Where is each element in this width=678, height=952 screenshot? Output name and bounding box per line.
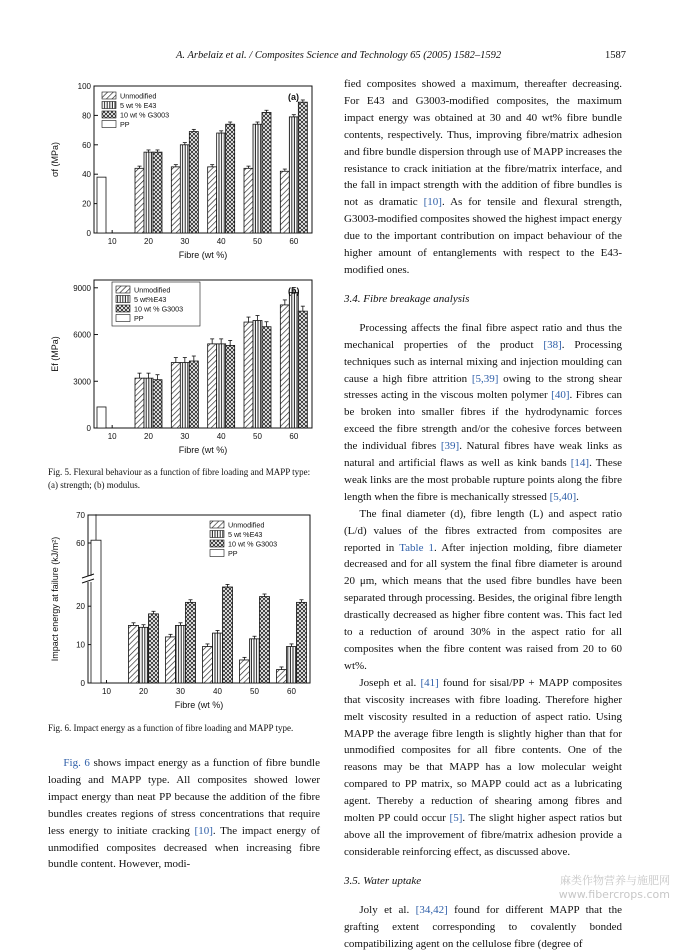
y-tick-label: 0	[86, 424, 91, 433]
citation-link[interactable]: [5,40]	[549, 490, 577, 503]
x-tick-label: 40	[213, 687, 222, 696]
legend-entry: Unmodified	[228, 520, 265, 530]
legend-swatch	[102, 111, 116, 118]
x-tick-label: 50	[250, 687, 259, 696]
bar	[208, 167, 217, 233]
bar	[298, 311, 307, 428]
legend-swatch	[116, 305, 130, 312]
bar	[260, 597, 270, 683]
bar	[223, 587, 233, 683]
figure-link[interactable]: Fig. 6	[63, 757, 90, 769]
paragraph: Processing affects the final fibre aspect ratio and thus the mechanical properties of the product [38]. Processing techniques such as internal mixing and injection moulding can cause a high fibre attrition [5,39] owing to the strong shear stresses acting in the viscous molten polymer [40]. Fibres can be broken into smaller fibres if the hydrodynamic forces exceed the fibre strength and/or the cohesive forces between the individual fibres [39]. Natural fibres have weak links as natural and artificial flaws as well as kink bands [14]. These weak links are the most probable rupture points along the fibre length when the fibre is mechanically stressed [5,40].	[344, 321, 623, 503]
table-link[interactable]: Table 1	[399, 541, 435, 554]
bar	[153, 152, 162, 233]
bar	[298, 102, 307, 233]
citation-link[interactable]: [14]	[570, 457, 590, 470]
y-tick-label: 70	[76, 511, 85, 520]
y-tick-label: 6000	[73, 330, 91, 340]
y-tick-label: 20	[76, 602, 85, 612]
bar	[217, 344, 226, 428]
x-tick-label: 20	[144, 237, 153, 246]
legend-swatch	[116, 296, 130, 303]
legend-entry: 10 wt % G3003	[228, 539, 278, 549]
bar	[253, 321, 262, 428]
chart-fig5b	[44, 272, 324, 464]
paragraph: The final diameter (d), fibre length (L) and aspect ratio (L/d) values of the fibres extracted from composites are reported in Table 1. After injection molding, fibre diameter decreased and for all system the final fibre diameter is around 20 μm, which means that the used fibre bundles have been separated through processing. Besides, the original fibre length drastically decreased as higher fibre content was. This fact led to a reduction of around 30% in the aspect ratio for all composites when the fibre content was raised from 20 to 60 wt%.	[344, 507, 622, 672]
legend-swatch	[102, 92, 116, 99]
y-tick-label: 40	[82, 170, 91, 180]
caption-fig5: Fig. 5. Flexural behaviour as a function of fibre loading and MAPP type: (a) strength; (b) modulus.	[48, 467, 311, 490]
panel-label: (a)	[288, 92, 299, 102]
bar	[153, 380, 162, 428]
bar	[297, 602, 307, 683]
paragraph: Joly et al. [34,42] found for different MAPP that the grafting extent corresponding to covalently bonded compatibilizing agent on the cellulose fibre (degree of	[344, 903, 622, 950]
section-heading: 3.5. Water uptake	[344, 874, 422, 887]
legend-swatch	[116, 286, 130, 293]
x-tick-label: 20	[139, 687, 148, 696]
citation-link[interactable]: [10]	[423, 196, 442, 209]
watermark-line: 麻类作物营养与施肥网	[560, 874, 670, 887]
bar	[253, 124, 262, 233]
x-tick-label: 30	[180, 237, 190, 246]
x-axis-label: Fibre (wt %)	[178, 250, 228, 260]
citation-link[interactable]: [34,42]	[415, 903, 448, 916]
plot-area	[50, 82, 312, 260]
bar	[277, 670, 287, 683]
y-tick-label: 60	[76, 539, 85, 548]
legend-entry: PP	[228, 549, 238, 558]
plot-area	[50, 280, 312, 455]
bar	[139, 627, 149, 683]
paragraph: Joseph et al. [41] found for sisal/PP + MAPP composites that viscosity increases with fibre loading. Therefore higher melt viscosity resulted in a reduction of aspect ratio. Using MAPP the average fibre length is slightly higher than that for unmodified composites for all fibre contents. One of the reasons may be that MAPP has a low molecular weight compared to PP matrix, so MAPP could act as a lubricating agent. Thereby a reduction of shearing among fibres and molten PP could occur [5]. The slight higher aspect ratios but above all the improvement of fibre/matrix adhesion provide a considerable reinforcing effect, as discussed above.	[344, 676, 622, 858]
y-tick-label: 10	[76, 640, 85, 650]
plot-area	[50, 511, 310, 710]
x-tick-label: 50	[253, 237, 262, 246]
bar	[213, 633, 223, 683]
y-tick-label: 100	[77, 82, 91, 91]
legend-swatch	[102, 121, 116, 128]
citation-link[interactable]: [40]	[551, 389, 570, 402]
legend-entry: 5 wt%E43	[134, 295, 167, 304]
y-tick-label: 60	[82, 140, 91, 150]
bar	[166, 637, 176, 683]
y-tick-label: 20	[82, 199, 91, 209]
y-axis-label: σf (MPa)	[50, 141, 60, 178]
bar	[186, 602, 196, 683]
bar	[180, 363, 189, 428]
bar	[189, 361, 198, 428]
caption-fig6: Fig. 6. Impact energy as a function of fibre loading and MAPP type.	[48, 723, 294, 733]
legend	[210, 521, 277, 559]
y-axis-label: Impact energy at failure (kJ/m²)	[50, 536, 60, 662]
chart-fig5a	[44, 76, 324, 264]
y-tick-label: 3000	[73, 377, 91, 387]
y-tick-label: 80	[82, 111, 91, 121]
legend-entry: 5 wt %E43	[228, 530, 263, 539]
page-number: 1587	[605, 50, 626, 61]
legend-entry: PP	[134, 314, 144, 323]
watermark	[559, 874, 670, 902]
bar-pp	[97, 407, 106, 428]
bar	[135, 168, 144, 233]
x-axis-label: Fibre (wt %)	[178, 445, 228, 455]
legend-swatch	[210, 550, 224, 557]
legend-entry: 10 wt % G3003	[120, 110, 170, 120]
y-tick-label: 0	[86, 229, 91, 238]
legend-entry: Unmodified	[134, 285, 171, 295]
legend-swatch	[102, 102, 116, 109]
bar	[176, 625, 186, 683]
bar-pp	[97, 177, 106, 233]
citation-link[interactable]: [39]	[440, 440, 460, 453]
x-tick-label: 10	[107, 237, 117, 246]
bar	[149, 614, 159, 683]
bar	[244, 322, 253, 428]
legend-entry: 5 wt % E43	[120, 101, 157, 110]
left-column-text	[48, 755, 320, 873]
citation-link[interactable]: [41]	[420, 676, 439, 689]
x-tick-label: 40	[216, 237, 226, 246]
y-tick-label: 0	[80, 679, 85, 688]
bar	[171, 167, 180, 233]
x-tick-label: 30	[176, 687, 185, 696]
y-tick-label: 9000	[73, 283, 91, 293]
x-axis-label: Fibre (wt %)	[174, 700, 224, 710]
section-heading: 3.4. Fibre breakage analysis	[344, 292, 470, 305]
x-tick-label: 60	[289, 237, 299, 246]
bar	[226, 124, 235, 233]
bar	[217, 133, 226, 233]
bar	[129, 625, 139, 683]
bar	[189, 132, 198, 233]
running-head: A. Arbelaiz et al. / Composites Science and Technology 65 (2005) 1582–1592	[176, 50, 502, 61]
paragraph: fied composites showed a maximum, thereafter decreasing. For E43 and G3003-modified composites, the maximum impact energy was obtained at 30 and 40 wt% fibre bundle contents, respectively. Thus, improving fibre/matrix adhesion and fibre bundle dispersion through use of MAPP increases the resistance to crack initiation at the fibre/matrix interface, and the fall in impact strength with the addition of fibre bundles is not as dramatic [10]. As for tensile and flexural strength, G3003-modified composites showed the highest impact energy due to the important contribution on impact behaviour of the higher amount of entanglements with respect to the E43-modified ones.	[344, 78, 622, 276]
bar	[287, 647, 297, 683]
legend-swatch	[116, 315, 130, 322]
citation-link[interactable]: [5]	[449, 812, 463, 825]
x-tick-label: 60	[287, 687, 296, 696]
x-tick-label: 60	[289, 432, 299, 441]
bar-pp	[91, 540, 101, 683]
bar	[208, 344, 217, 428]
bar	[180, 145, 189, 233]
legend	[112, 282, 200, 326]
citation-link[interactable]: [5,39]	[471, 372, 499, 385]
y-axis-label: Ef (MPa)	[50, 336, 60, 372]
watermark-line: www.fibercrops.com	[558, 888, 670, 901]
legend-entry: 10 wt % G3003	[134, 304, 184, 314]
bar	[289, 292, 298, 428]
x-tick-label: 30	[180, 432, 190, 441]
panel-label: (b)	[288, 286, 300, 296]
legend	[102, 92, 169, 130]
bar	[280, 171, 289, 233]
bar	[262, 112, 271, 233]
bar	[144, 152, 153, 233]
x-tick-label: 20	[144, 432, 153, 441]
x-tick-label: 50	[253, 432, 262, 441]
bar	[144, 378, 153, 428]
legend-swatch	[210, 540, 224, 547]
bar	[244, 168, 253, 233]
bar	[250, 639, 260, 683]
citation-link[interactable]: [10]	[194, 824, 213, 837]
x-tick-label: 10	[102, 687, 111, 696]
chart-fig6	[40, 507, 324, 713]
bar	[226, 345, 235, 428]
bar	[240, 660, 250, 683]
bar	[203, 647, 213, 683]
legend-entry: Unmodified	[120, 91, 157, 101]
paragraph: Fig. 6 shows impact energy as a function of fibre bundle loading and MAPP type. All composites showed lower impact energy than neat PP because the addition of the fibre bundles creates regions of stress concentrations that require less energy to initiate cracking [10]. The impact energy of unmodified composites decreased when increasing fibre bundle content. However, modi-	[48, 757, 320, 871]
right-column-text	[344, 76, 622, 952]
bar	[262, 327, 271, 428]
bar	[135, 378, 144, 428]
legend-swatch	[210, 531, 224, 538]
bar	[171, 363, 180, 428]
citation-link[interactable]: [38]	[543, 338, 562, 351]
x-tick-label: 40	[216, 432, 226, 441]
x-tick-label: 10	[107, 432, 117, 441]
bar	[280, 305, 289, 428]
legend-entry: PP	[120, 120, 130, 129]
bar	[289, 117, 298, 233]
legend-swatch	[210, 521, 224, 528]
